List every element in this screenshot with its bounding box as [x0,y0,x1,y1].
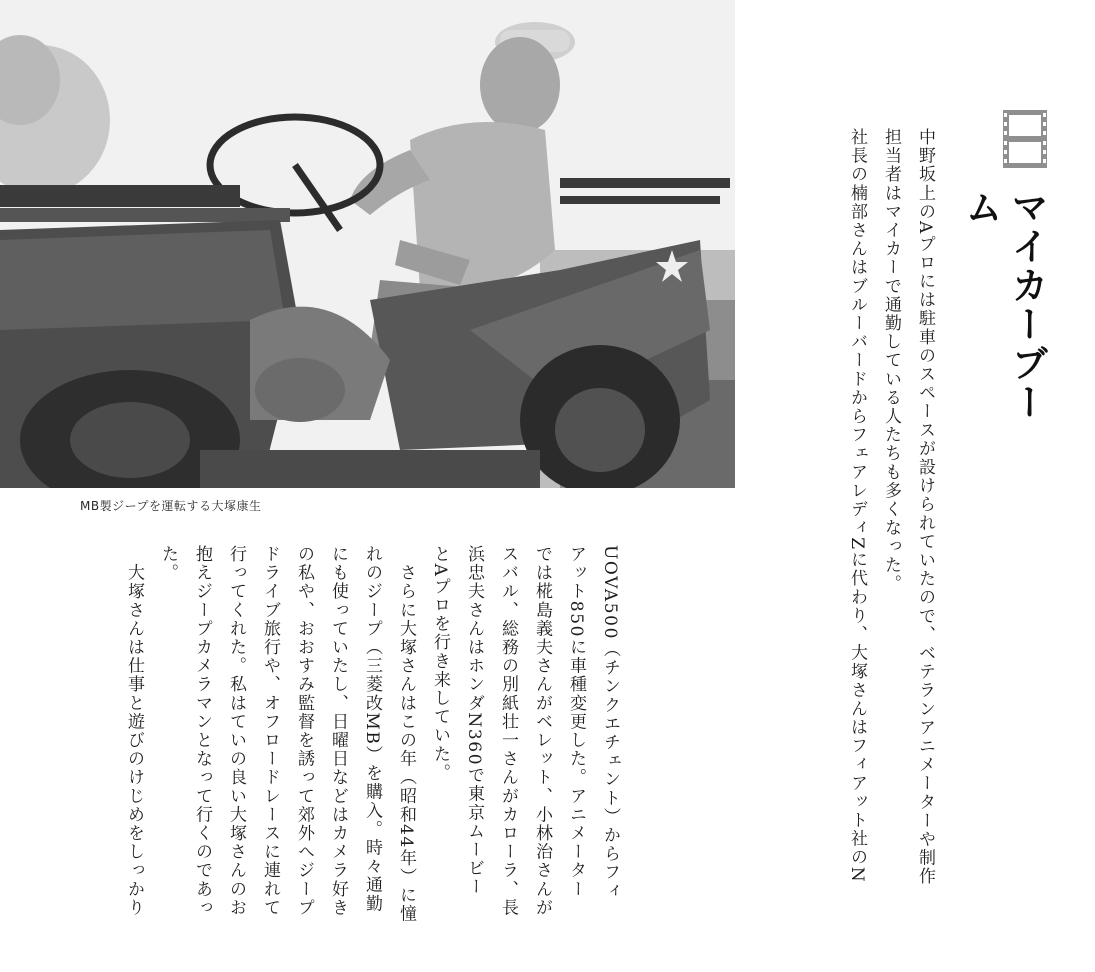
jeep-photo [0,0,735,488]
text-line: とAプロを行き来していた。 [430,545,450,783]
text-line: 行ってくれた。私はていの良い大塚さんのお [226,545,246,917]
film-strip-icon [1003,110,1047,168]
text-line: さらに大塚さんはこの年（昭和44年）に憧 [396,545,416,924]
text-line: 社長の楠部さんはブルーバードからフェアレディZに代わり、大塚さんはフィアット社のN [847,128,867,884]
column-bottom [83,545,627,960]
text-line: た。 [158,545,178,583]
text-line: 浜忠夫さんはホンダN360で東京ムービー [464,545,484,897]
text-line: アット850に車種変更した。アニメーター [566,545,586,899]
photo-caption: MB製ジープを運転する大塚康生 [80,499,262,513]
text-line: 抱えジープカメラマンとなって行くのであっ [192,545,212,917]
text-line: では椛島義夫さんがベレット、小林治さんが [532,545,552,917]
text-line: ドライブ旅行や、オフロードレースに連れて [260,545,280,917]
jeep-photo-drawing [0,0,735,488]
text-line: 大塚さんは仕事と遊びのけじめをしっかり [124,545,144,917]
text-line: 担当者はマイカーで通勤している人たちも多くなった。 [881,128,901,593]
text-line: にも使っていたし、日曜日などはカメラ好き [328,545,348,917]
column-top [840,128,942,958]
text-line: の私や、おおすみ監督を誘って郊外へジープ [294,545,314,917]
section-title: マイカーブーム [959,188,1048,422]
text-line: 中野坂上のAプロには駐車のスペースが設けられていたので、ベテランアニメーターや制作 [915,128,935,886]
text-line: スバル、総務の別紙壮一さんがカローラ、長 [498,545,518,917]
text-line: UOVA500（チンクエチェント）からフィ [600,545,620,901]
text-line: れのジープ（三菱改MB）を購入。時々通勤 [362,545,382,913]
